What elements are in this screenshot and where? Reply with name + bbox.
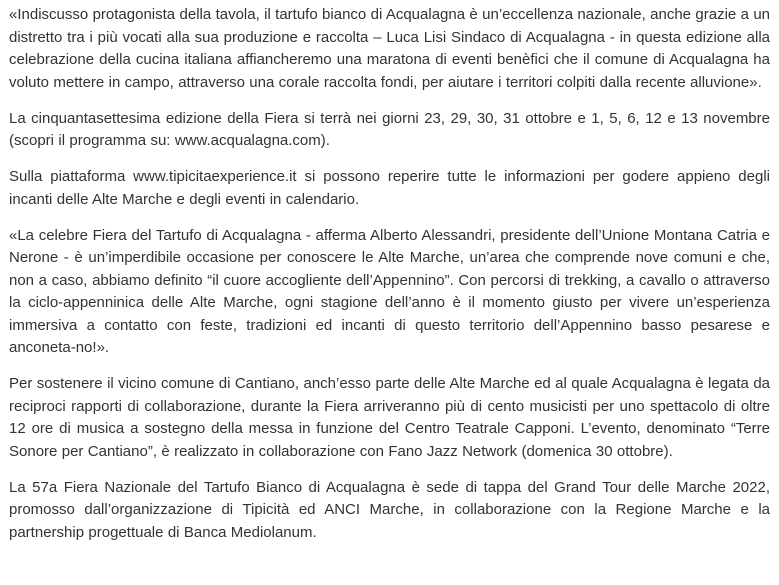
paragraph-fair-dates: La cinquantasettesima edizione della Fiera si terrà nei giorni 23, 29, 30, 31 ottobre e 1, 5, 6, 12 e 13 novembre (scopri il programma su: www.acqualagna.com). <box>9 109 770 149</box>
paragraph-grand-tour: La 57a Fiera Nazionale del Tartufo Bianco di Acqualagna è sede di tappa del Grand Tour delle Marche 2022, promosso dall’organizzazione di Tipicità ed ANCI Marche, in collaborazione con la Regione Marche e la partnership progettuale di Banca Mediolanum. <box>9 478 770 541</box>
paragraph-cantiano-support: Per sostenere il vicino comune di Cantiano, anch’esso parte delle Alte Marche ed al quale Acqualagna è legata da reciproci rapporti di collaborazione, durante la Fiera arriveranno più di cento musicisti per uno spettacolo di oltre 12 ore di musica a sostegno della messa in funzione del Centro Teatrale Capponi. L’evento, denominato “Terre Sonore per Cantiano”, è realizzato in collaborazione con Fano Jazz Network (domenica 30 ottobre). <box>9 375 770 460</box>
article-body <box>9 4 770 544</box>
paragraph-president-quote: «La celebre Fiera del Tartufo di Acqualagna - afferma Alberto Alessandri, presidente dell’Unione Montana Catria e Nerone - è un’imperdibile occasione per conoscere le Alte Marche, un’area che comprende nove comuni e che, non a caso, abbiamo definito “il cuore accogliente dell’Appennino”. Con percorsi di trekking, a cavallo o attraverso la ciclo-appenninica delle Alte Marche, ogni stagione dell’anno è il momento giusto per vivere un’esperienza immersiva a contatto con feste, tradizioni ed incanti di questo territorio dell’Appennino basso pesarese e anconeta-no!». <box>9 226 770 356</box>
paragraph-mayor-quote: «Indiscusso protagonista della tavola, il tartufo bianco di Acqualagna è un’eccellenza nazionale, anche grazie a un distretto tra i più vocati alla sua produzione e raccolta – Luca Lisi Sindaco di Acqualagna - in questa edizione alla celebrazione della cucina italiana affiancheremo una maratona di eventi benèfici che il comune di Acqualagna ha voluto mettere in campo, attraverso una corale raccolta fondi, per aiutare i territori colpiti dalla recente alluvione». <box>9 6 771 91</box>
paragraph-platform-info: Sulla piattaforma www.tipicitaexperience.it si possono reperire tutte le informazioni per godere appieno degli incanti delle Alte Marche e degli eventi in calendario. <box>9 168 770 208</box>
